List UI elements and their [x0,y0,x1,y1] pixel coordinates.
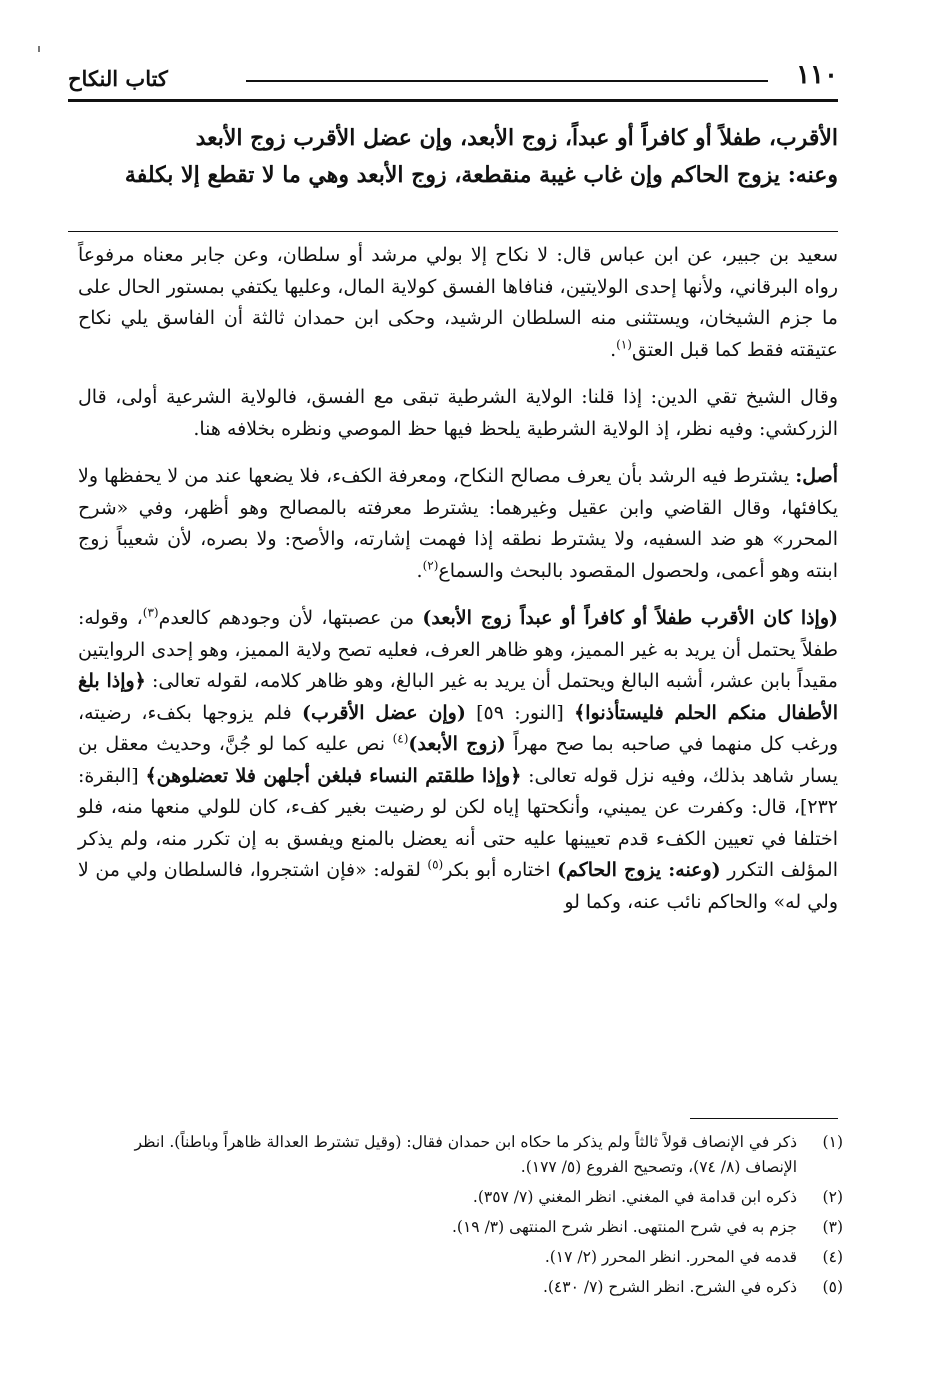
header-divider [68,99,838,102]
paragraph: وقال الشيخ تقي الدين: إذا قلنا: الولاية الشرطية تبقى مع الفسق، فالولاية الشرعية أولى، قال الزركشي: وفيه نظر، إذ الولاية الشرطية يلحظ فيها حظ الموصي ونظره بخلافه هنا. [78,386,838,440]
paragraph-text: نص عليه كما لو جُنَّ، وحديث معقل بن يسار شاهد بذلك، وفيه نزل قوله تعالى: [78,733,839,787]
footnote [78,1130,843,1180]
quran-verse: ﴿وإذا بلغ الأطفال منكم الحلم فليستأذنوا﴾ [78,670,839,724]
footnote [78,1245,843,1270]
page-number: ١١٠ [796,60,838,90]
footnote-text: ذكره في الشرح. انظر الشرح (٧/ ٤٣٠). [542,1278,797,1296]
paragraph: سعيد بن جبير، عن ابن عباس قال: لا نكاح إلا بولي مرشد أو سلطان، وعن جابر معناه مرفوعاً رواه البرقاني، ولأنها إحدى الولايتين، فنافاها الفسق كولاية المال، وعليها يكتفي بمستور الحال على ما جزم الشيخان، ويستثنى منه السلطان الرشيد، وحكى ابن حمدان ثالثة أن الفاسق يلي نكاح عتيقته فقط كما قبل العتق$^{(١)}$. [78,244,838,361]
footnote-text: جزم به في شرح المنتهى. انظر شرح المنتهى (٣/ ١٩). [452,1218,797,1236]
paragraph-text: يشترط فيه الرشد بأن يعرف مصالح النكاح، ومعرفة الكفء، فلا يضعها عند من لا يحفظها ولا يكافئها، وقال القاضي وابن عقيل وغيرهما: يشترط معرفته بالمصالح وهو أظهر، وفي «شرح المحرر» هو ضد السفيه، ولا يشترط نطقه إذا فهمت إشارته، والأصح: ولا بصره، لأن شعيباً زوج ابنته وهو أعمى، ولحصول المقصود بالبحث والسماع [78,465,838,582]
matn-quote: (وإن عضل الأقرب) [301,701,466,724]
footnotes [78,1130,843,1300]
book-title: كتاب النكاح [68,66,168,91]
footnote-text: قدمه في المحرر. انظر المحرر (٢/ ١٧). [544,1248,797,1266]
paragraph-text: سعيد بن جبير، عن ابن عباس قال: لا نكاح إلا بولي مرشد أو سلطان، وعن جابر معناه مرفوعاً رواه البرقاني، ولأنها إحدى الولايتين، فنافاها الفسق كولاية المال، وعليها يكتفي بمستور الحال على ما جزم الشيخان، ويستثنى منه السلطان الرشيد، وحكى ابن حمدان ثالثة أن الفاسق يلي نكاح عتيقته فقط كما قبل العتق [78,244,838,361]
quran-verse: ﴿وإذا طلقتم النساء فبلغن أجلهن فلا تعضلوهن﴾ [145,764,522,787]
footnote-number: (٥) [822,1278,843,1296]
footnote-number: (٢) [822,1188,843,1206]
matn-quote: (زوج الأبعد) [408,733,506,755]
paragraph [78,603,838,918]
scan-mark [38,46,40,52]
footnote-ref: (٥) [427,857,444,872]
footnote-text: ذكر في الإنصاف قولاً ثالثاً ولم يذكر ما حكاه ابن حمدان فقال: (وقيل تشترط العدالة ظاهراً وباطناً). انظر الإنصاف (٨/ ٧٤)، وتصحيح الفروع (٥/ ١٧٧). [134,1133,797,1176]
matn-text [78,120,838,194]
footnote-divider [690,1118,838,1119]
paragraph-text: [البقرة: ٢٣٢]، قال: وكفرت عن يميني، وأنكحتها إياه لكن لو رضيت بغير كفء، كان للولي منعها منه، فلو اختلفا في تعيين الكفء قدم تعيينها عليه حتى أنه يعضل بالمنع ويفسق به إن تكرر منه، ولم يذكر المؤلف التكرر [78,764,838,881]
footnote-ref: (١) [616,337,632,352]
matn-divider [68,231,838,232]
paragraph-text: من عصبتها، لأن وجودهم كالعدم [158,607,415,629]
footnote-number: (٤) [822,1248,843,1266]
matn-quote: (وإذا كان الأقرب طفلاً أو كافراً أو عبداً زوج الأبعد) [422,607,839,629]
footnote [78,1185,843,1210]
footnote-ref: (٢) [422,558,439,573]
paragraph: أصل: يشترط فيه الرشد بأن يعرف مصالح النكاح، ومعرفة الكفء، فلا يضعها عند من لا يحفظها ولا يكافئها، وقال القاضي وابن عقيل وغيرهما: يشترط معرفته بالمصالح وهو أظهر، وفي «شرح المحرر» هو ضد السفيه، ولا يشترط نطقه إذا فهمت إشارته، والأصح: ولا بصره، لأن شعيباً زوج ابنته وهو أعمى، ولحصول المقصود بالبحث والسماع$^{(٢)}$. [78,465,839,582]
paragraph-text: اختاره أبو بكر [443,859,551,881]
matn-quote: (وعنه: يزوج الحاكم) [557,859,721,881]
commentary-body [78,240,838,918]
footnote-number: (١) [822,1133,843,1151]
paragraph-text: فلم يزوجها بكفء، رضيته، ورغب كل منهما في صاحبه بما صح مهراً [78,701,838,755]
footnote-ref: (٣) [142,605,159,620]
verse-citation: [النور: ٥٩] [476,701,564,724]
section-lead: أصل: [795,465,839,487]
matn-line: وعنه: يزوج الحاكم وإن غاب غيبة منقطعة، زوج الأبعد وهي ما لا تقطع إلا بكلفة [124,162,838,188]
footnote [78,1275,843,1300]
paragraph-text: ، وقوله: طفلاً يحتمل أن يريد به غير المميز، وهو ظاهر العرف، فعليه تصح ولاية المميز، وهو إحدى الروايتين مقيداً بابن عشر، أشبه البالغ ويحتمل أن يريد به غير البالغ، وهو ظاهر كلامه، لقوله تعالى: [78,607,838,692]
footnote-ref: (٤) [392,731,409,746]
footnote [78,1215,843,1240]
footnote-text: ذكره ابن قدامة في المغني. انظر المغني (٧/ ٣٥٧). [472,1188,797,1206]
matn-line: الأقرب، طفلاً أو كافراً أو عبداً، زوج الأبعد، وإن عضل الأقرب زوج الأبعد [195,125,838,151]
page-header [68,58,838,98]
footnote-number: (٣) [822,1218,843,1236]
paragraph-text: لقوله: «فإن اشتجروا، فالسلطان ولي من لا ولي له» والحاكم نائب عنه، وكما لو [78,859,838,913]
header-rule [246,80,768,82]
